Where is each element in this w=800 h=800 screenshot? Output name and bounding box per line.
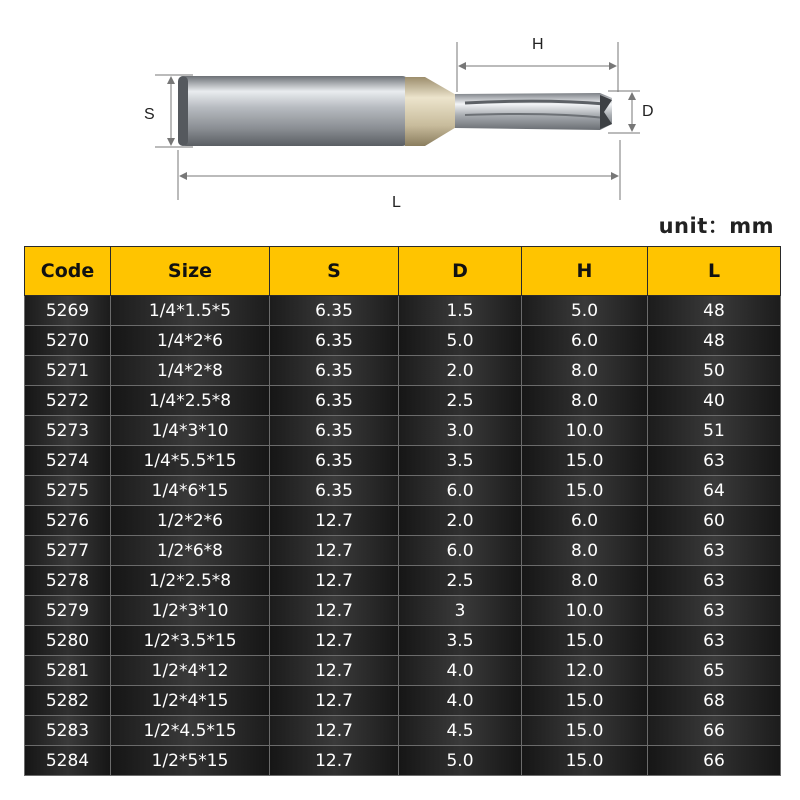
cutter xyxy=(455,93,612,130)
cell-l: 66 xyxy=(648,716,781,746)
header-s: S xyxy=(270,247,399,296)
cell-h: 10.0 xyxy=(522,416,648,446)
table-row xyxy=(25,626,781,656)
cell-s: 6.35 xyxy=(270,386,399,416)
cell-code: 5284 xyxy=(25,746,111,776)
cell-h: 8.0 xyxy=(522,356,648,386)
cell-l: 51 xyxy=(648,416,781,446)
header-l: L xyxy=(648,247,781,296)
cell-l: 60 xyxy=(648,506,781,536)
cell-size: 1/2*3*10 xyxy=(111,596,270,626)
cell-code: 5279 xyxy=(25,596,111,626)
cell-d: 5.0 xyxy=(399,746,522,776)
cell-h: 8.0 xyxy=(522,536,648,566)
cell-s: 6.35 xyxy=(270,326,399,356)
cell-s: 12.7 xyxy=(270,656,399,686)
cell-l: 40 xyxy=(648,386,781,416)
cell-size: 1/4*3*10 xyxy=(111,416,270,446)
taper-collar xyxy=(405,77,458,146)
cell-d: 3 xyxy=(399,596,522,626)
cell-size: 1/2*6*8 xyxy=(111,536,270,566)
table-body xyxy=(25,296,781,776)
cell-s: 6.35 xyxy=(270,476,399,506)
cell-d: 2.5 xyxy=(399,386,522,416)
cell-code: 5273 xyxy=(25,416,111,446)
cell-code: 5274 xyxy=(25,446,111,476)
shank xyxy=(178,76,410,146)
header-code: Code xyxy=(25,247,111,296)
cell-size: 1/4*2.5*8 xyxy=(111,386,270,416)
table-row xyxy=(25,476,781,506)
cell-s: 12.7 xyxy=(270,716,399,746)
cell-h: 15.0 xyxy=(522,626,648,656)
table-header-row xyxy=(25,247,781,296)
cell-d: 4.0 xyxy=(399,656,522,686)
cell-size: 1/2*5*15 xyxy=(111,746,270,776)
cell-code: 5271 xyxy=(25,356,111,386)
cell-l: 63 xyxy=(648,446,781,476)
spec-table xyxy=(24,246,781,776)
cell-d: 2.0 xyxy=(399,356,522,386)
cell-s: 6.35 xyxy=(270,446,399,476)
cell-h: 12.0 xyxy=(522,656,648,686)
cell-s: 12.7 xyxy=(270,506,399,536)
unit-label: unit：mm xyxy=(658,214,774,238)
cell-d: 5.0 xyxy=(399,326,522,356)
cell-code: 5272 xyxy=(25,386,111,416)
cell-size: 1/4*1.5*5 xyxy=(111,296,270,326)
cell-size: 1/2*2*6 xyxy=(111,506,270,536)
cell-h: 15.0 xyxy=(522,686,648,716)
cell-size: 1/4*2*8 xyxy=(111,356,270,386)
table-row xyxy=(25,566,781,596)
cell-s: 6.35 xyxy=(270,356,399,386)
cell-s: 12.7 xyxy=(270,626,399,656)
cell-s: 12.7 xyxy=(270,536,399,566)
cell-h: 8.0 xyxy=(522,386,648,416)
cell-l: 68 xyxy=(648,686,781,716)
cell-size: 1/4*6*15 xyxy=(111,476,270,506)
cell-size: 1/4*2*6 xyxy=(111,326,270,356)
cell-d: 3.5 xyxy=(399,626,522,656)
table-row xyxy=(25,536,781,566)
cell-l: 48 xyxy=(648,296,781,326)
cell-d: 3.0 xyxy=(399,416,522,446)
cell-d: 1.5 xyxy=(399,296,522,326)
dim-label-s: S xyxy=(144,106,155,123)
cell-l: 63 xyxy=(648,566,781,596)
cell-d: 4.0 xyxy=(399,686,522,716)
cell-s: 12.7 xyxy=(270,746,399,776)
cell-d: 3.5 xyxy=(399,446,522,476)
table-row xyxy=(25,746,781,776)
table-row xyxy=(25,596,781,626)
cell-s: 6.35 xyxy=(270,296,399,326)
cell-code: 5283 xyxy=(25,716,111,746)
cell-d: 6.0 xyxy=(399,536,522,566)
cell-size: 1/2*4*12 xyxy=(111,656,270,686)
header-size: Size xyxy=(111,247,270,296)
table-row xyxy=(25,686,781,716)
cell-size: 1/2*2.5*8 xyxy=(111,566,270,596)
cell-l: 63 xyxy=(648,596,781,626)
cell-s: 6.35 xyxy=(270,416,399,446)
router-bit-diagram xyxy=(0,0,800,240)
cell-size: 1/2*4.5*15 xyxy=(111,716,270,746)
cell-l: 65 xyxy=(648,656,781,686)
table-row xyxy=(25,386,781,416)
cell-code: 5277 xyxy=(25,536,111,566)
cell-l: 66 xyxy=(648,746,781,776)
cell-size: 1/4*5.5*15 xyxy=(111,446,270,476)
dim-label-h: H xyxy=(532,36,544,53)
cell-size: 1/2*3.5*15 xyxy=(111,626,270,656)
cell-h: 8.0 xyxy=(522,566,648,596)
cell-code: 5269 xyxy=(25,296,111,326)
cell-d: 6.0 xyxy=(399,476,522,506)
cell-h: 15.0 xyxy=(522,476,648,506)
cell-code: 5276 xyxy=(25,506,111,536)
cell-l: 63 xyxy=(648,536,781,566)
cell-d: 2.5 xyxy=(399,566,522,596)
cell-h: 5.0 xyxy=(522,296,648,326)
cell-h: 15.0 xyxy=(522,446,648,476)
dim-label-l: L xyxy=(392,194,401,211)
cell-l: 48 xyxy=(648,326,781,356)
cell-size: 1/2*4*15 xyxy=(111,686,270,716)
cell-h: 10.0 xyxy=(522,596,648,626)
cell-h: 15.0 xyxy=(522,716,648,746)
table-row xyxy=(25,446,781,476)
cell-l: 64 xyxy=(648,476,781,506)
cell-code: 5282 xyxy=(25,686,111,716)
table-row xyxy=(25,356,781,386)
cell-h: 6.0 xyxy=(522,326,648,356)
table-row xyxy=(25,656,781,686)
table-row xyxy=(25,326,781,356)
header-h: H xyxy=(522,247,648,296)
table-row xyxy=(25,416,781,446)
cell-h: 15.0 xyxy=(522,746,648,776)
cell-s: 12.7 xyxy=(270,596,399,626)
cell-s: 12.7 xyxy=(270,566,399,596)
cell-code: 5281 xyxy=(25,656,111,686)
cell-code: 5270 xyxy=(25,326,111,356)
table-row xyxy=(25,296,781,326)
cell-d: 2.0 xyxy=(399,506,522,536)
header-d: D xyxy=(399,247,522,296)
cell-code: 5278 xyxy=(25,566,111,596)
dim-label-d: D xyxy=(642,103,654,120)
cell-code: 5280 xyxy=(25,626,111,656)
cell-h: 6.0 xyxy=(522,506,648,536)
cell-l: 50 xyxy=(648,356,781,386)
table-row xyxy=(25,716,781,746)
cell-code: 5275 xyxy=(25,476,111,506)
cell-s: 12.7 xyxy=(270,686,399,716)
cell-d: 4.5 xyxy=(399,716,522,746)
cell-l: 63 xyxy=(648,626,781,656)
table-row xyxy=(25,506,781,536)
